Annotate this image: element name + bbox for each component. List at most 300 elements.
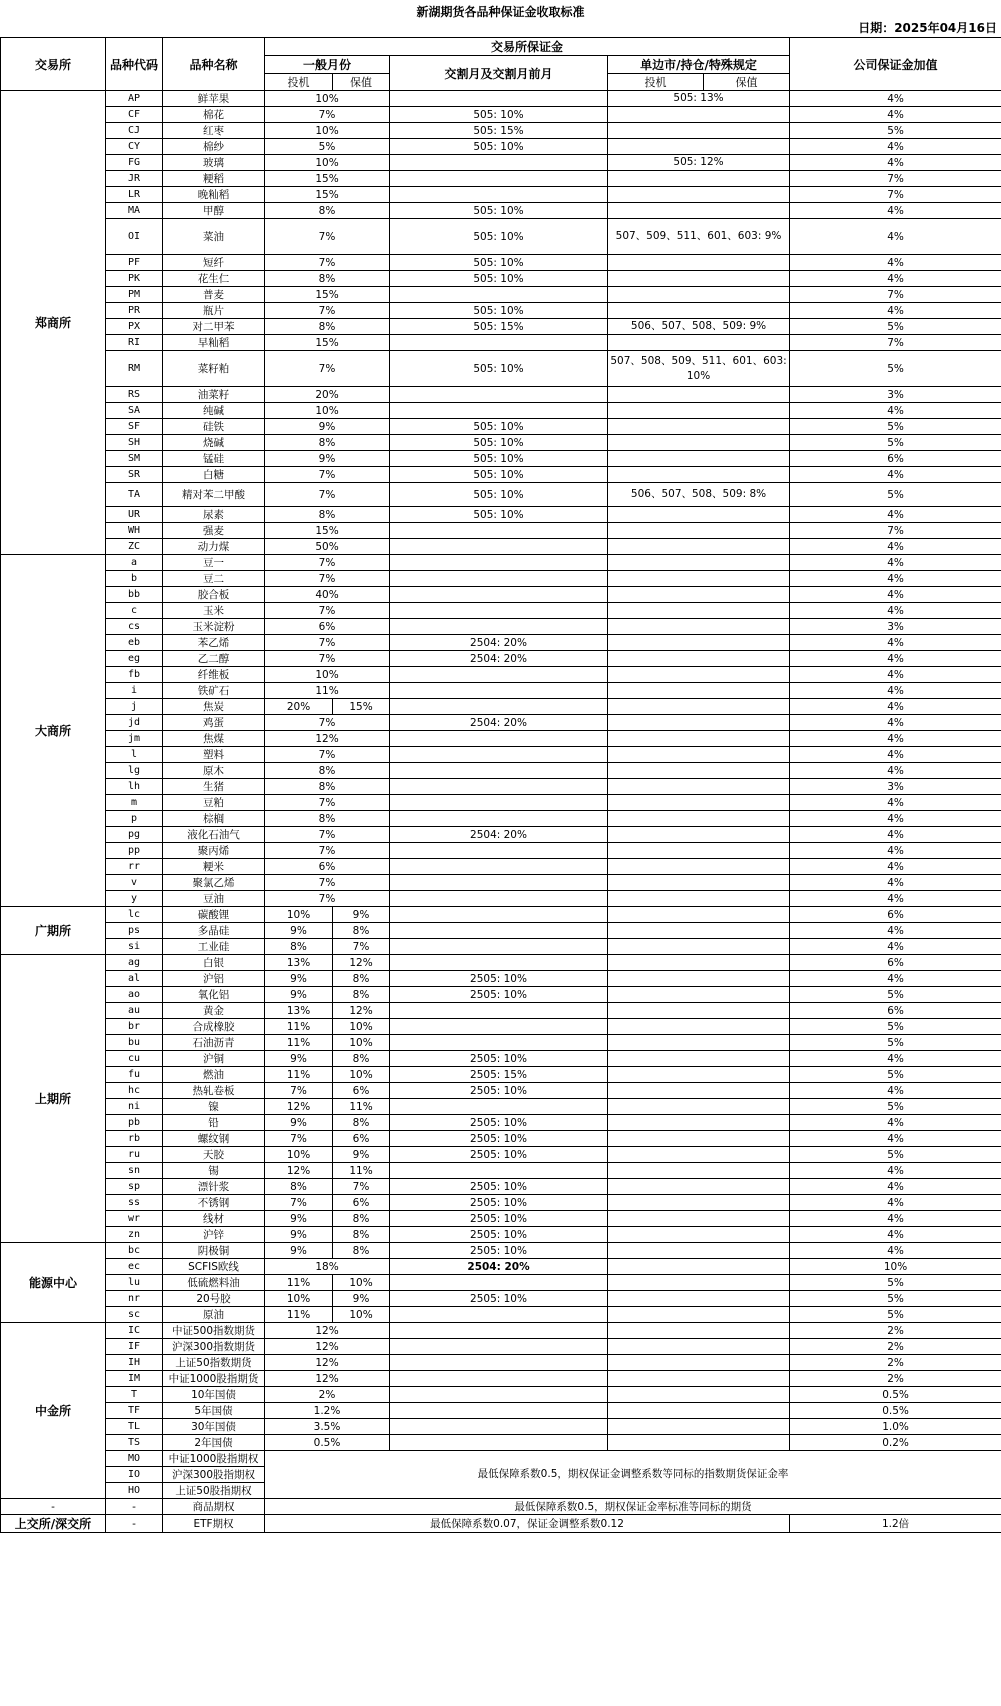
product-code: RI bbox=[106, 335, 163, 351]
general-spec-margin: 11% bbox=[265, 1067, 333, 1083]
product-code: T bbox=[106, 1387, 163, 1403]
product-code: ni bbox=[106, 1099, 163, 1115]
single-side-margin bbox=[608, 1323, 790, 1339]
delivery-month-margin: 2505: 10% bbox=[390, 1083, 608, 1099]
company-add-margin: 3% bbox=[790, 779, 1001, 795]
general-margin: 1.2% bbox=[265, 1403, 390, 1419]
company-add-margin: 4% bbox=[790, 1115, 1001, 1131]
delivery-month-margin bbox=[390, 1163, 608, 1179]
general-spec-margin: 11% bbox=[265, 1019, 333, 1035]
single-side-margin bbox=[608, 523, 790, 539]
product-code: IH bbox=[106, 1355, 163, 1371]
company-add-margin: 4% bbox=[790, 1243, 1001, 1259]
product-code: pg bbox=[106, 827, 163, 843]
table-row bbox=[1, 1099, 1001, 1115]
delivery-month-margin: 505: 10% bbox=[390, 139, 608, 155]
table-row bbox=[1, 467, 1001, 483]
company-add-margin: 7% bbox=[790, 287, 1001, 303]
product-code: ss bbox=[106, 1195, 163, 1211]
delivery-month-margin bbox=[390, 1323, 608, 1339]
general-margin: 8% bbox=[265, 763, 390, 779]
single-side-margin bbox=[608, 587, 790, 603]
company-add-margin: 5% bbox=[790, 123, 1001, 139]
single-side-margin bbox=[608, 731, 790, 747]
single-side-margin bbox=[608, 303, 790, 319]
table-row bbox=[1, 107, 1001, 123]
product-code: PM bbox=[106, 287, 163, 303]
company-add-margin: 5% bbox=[790, 419, 1001, 435]
product-name: 焦煤 bbox=[163, 731, 265, 747]
product-code: RS bbox=[106, 387, 163, 403]
delivery-month-margin bbox=[390, 1339, 608, 1355]
delivery-month-margin bbox=[390, 403, 608, 419]
general-spec-margin: 9% bbox=[265, 1115, 333, 1131]
company-add-margin: 4% bbox=[790, 763, 1001, 779]
product-name: 锡 bbox=[163, 1163, 265, 1179]
table-row bbox=[1, 271, 1001, 287]
general-spec-margin: 7% bbox=[265, 1195, 333, 1211]
product-name: 漂针浆 bbox=[163, 1179, 265, 1195]
product-name: 动力煤 bbox=[163, 539, 265, 555]
table-row bbox=[1, 91, 1001, 107]
single-side-margin bbox=[608, 203, 790, 219]
company-add-margin: 4% bbox=[790, 255, 1001, 271]
general-margin: 6% bbox=[265, 619, 390, 635]
company-add-margin: 7% bbox=[790, 187, 1001, 203]
product-code: bu bbox=[106, 1035, 163, 1051]
general-spec-margin: 9% bbox=[265, 971, 333, 987]
company-add-margin: 5% bbox=[790, 1035, 1001, 1051]
product-name: 豆一 bbox=[163, 555, 265, 571]
single-side-margin bbox=[608, 939, 790, 955]
delivery-month-margin: 505: 15% bbox=[390, 319, 608, 335]
product-name: 甲醇 bbox=[163, 203, 265, 219]
company-add-margin: 6% bbox=[790, 907, 1001, 923]
company-add-margin: 4% bbox=[790, 923, 1001, 939]
general-margin: 7% bbox=[265, 891, 390, 907]
general-hedge-margin: 15% bbox=[333, 699, 390, 715]
product-name: 乙二醇 bbox=[163, 651, 265, 667]
company-add-margin: 4% bbox=[790, 651, 1001, 667]
product-code: jm bbox=[106, 731, 163, 747]
product-code: i bbox=[106, 683, 163, 699]
single-side-margin bbox=[608, 763, 790, 779]
table-row bbox=[1, 635, 1001, 651]
product-name: 沪铜 bbox=[163, 1051, 265, 1067]
single-side-margin bbox=[608, 779, 790, 795]
general-hedge-margin: 11% bbox=[333, 1099, 390, 1115]
delivery-month-margin: 505: 10% bbox=[390, 507, 608, 523]
delivery-month-margin bbox=[390, 1035, 608, 1051]
delivery-month-margin bbox=[390, 779, 608, 795]
general-margin: 7% bbox=[265, 107, 390, 123]
general-margin: 40% bbox=[265, 587, 390, 603]
product-code: SR bbox=[106, 467, 163, 483]
delivery-month-margin: 2505: 10% bbox=[390, 971, 608, 987]
product-code: AP bbox=[106, 91, 163, 107]
company-add-margin: 5% bbox=[790, 1275, 1001, 1291]
delivery-month-margin bbox=[390, 91, 608, 107]
company-add-margin: 5% bbox=[790, 483, 1001, 507]
table-row bbox=[1, 483, 1001, 507]
product-name: 合成橡胶 bbox=[163, 1019, 265, 1035]
company-add-margin: 4% bbox=[790, 971, 1001, 987]
table-row bbox=[1, 123, 1001, 139]
product-code: lh bbox=[106, 779, 163, 795]
product-name: 豆粕 bbox=[163, 795, 265, 811]
company-add-margin: 4% bbox=[790, 271, 1001, 287]
product-name: 苯乙烯 bbox=[163, 635, 265, 651]
exchange-name: 能源中心 bbox=[1, 1243, 106, 1323]
table-row bbox=[1, 699, 1001, 715]
table-row bbox=[1, 747, 1001, 763]
table-row bbox=[1, 1371, 1001, 1387]
table-row bbox=[1, 827, 1001, 843]
table-row bbox=[1, 1035, 1001, 1051]
header-company-add: 公司保证金加值 bbox=[790, 38, 1001, 91]
product-name: ETF期权 bbox=[163, 1515, 265, 1533]
single-side-margin bbox=[608, 1227, 790, 1243]
product-code: j bbox=[106, 699, 163, 715]
company-add-margin: 4% bbox=[790, 859, 1001, 875]
product-code: m bbox=[106, 795, 163, 811]
general-margin: 11% bbox=[265, 683, 390, 699]
delivery-month-margin: 505: 10% bbox=[390, 255, 608, 271]
exchange-name: 广期所 bbox=[1, 907, 106, 955]
product-code: PK bbox=[106, 271, 163, 287]
single-side-margin bbox=[608, 255, 790, 271]
product-name: 沪铝 bbox=[163, 971, 265, 987]
general-hedge-margin: 7% bbox=[333, 1179, 390, 1195]
general-margin: 7% bbox=[265, 875, 390, 891]
general-margin: 6% bbox=[265, 859, 390, 875]
single-side-margin: 505: 12% bbox=[608, 155, 790, 171]
company-add-margin: 0.5% bbox=[790, 1387, 1001, 1403]
table-row bbox=[1, 451, 1001, 467]
general-margin: 2% bbox=[265, 1387, 390, 1403]
product-name: 豆油 bbox=[163, 891, 265, 907]
company-add-margin: 4% bbox=[790, 1163, 1001, 1179]
single-side-margin bbox=[608, 1051, 790, 1067]
company-add-margin: 4% bbox=[790, 747, 1001, 763]
delivery-month-margin bbox=[390, 171, 608, 187]
single-side-margin bbox=[608, 1131, 790, 1147]
product-name: 硅铁 bbox=[163, 419, 265, 435]
single-side-margin bbox=[608, 187, 790, 203]
table-row bbox=[1, 683, 1001, 699]
table-row bbox=[1, 351, 1001, 387]
product-code: bb bbox=[106, 587, 163, 603]
general-spec-margin: 9% bbox=[265, 1243, 333, 1259]
general-spec-margin: 11% bbox=[265, 1307, 333, 1323]
general-margin: 5% bbox=[265, 139, 390, 155]
product-name: 热轧卷板 bbox=[163, 1083, 265, 1099]
single-side-margin bbox=[608, 1083, 790, 1099]
general-hedge-margin: 9% bbox=[333, 1147, 390, 1163]
table-row bbox=[1, 507, 1001, 523]
company-add-margin: 4% bbox=[790, 467, 1001, 483]
delivery-month-margin bbox=[390, 667, 608, 683]
company-add-margin: 4% bbox=[790, 139, 1001, 155]
table-row bbox=[1, 779, 1001, 795]
delivery-month-margin: 2505: 10% bbox=[390, 987, 608, 1003]
product-code: ru bbox=[106, 1147, 163, 1163]
product-code: SH bbox=[106, 435, 163, 451]
general-margin: 8% bbox=[265, 271, 390, 287]
table-row bbox=[1, 763, 1001, 779]
delivery-month-margin: 505: 10% bbox=[390, 435, 608, 451]
product-code: y bbox=[106, 891, 163, 907]
delivery-month-margin bbox=[390, 923, 608, 939]
single-side-margin: 507、509、511、601、603: 9% bbox=[608, 219, 790, 255]
delivery-month-margin bbox=[390, 539, 608, 555]
company-add-margin: 4% bbox=[790, 795, 1001, 811]
product-code: LR bbox=[106, 187, 163, 203]
product-name: 对二甲苯 bbox=[163, 319, 265, 335]
table-row bbox=[1, 1275, 1001, 1291]
table-row bbox=[1, 187, 1001, 203]
company-add-margin: 5% bbox=[790, 351, 1001, 387]
general-spec-margin: 11% bbox=[265, 1275, 333, 1291]
delivery-month-margin bbox=[390, 811, 608, 827]
product-name: 不锈钢 bbox=[163, 1195, 265, 1211]
company-add-margin: 5% bbox=[790, 1291, 1001, 1307]
general-hedge-margin: 8% bbox=[333, 1243, 390, 1259]
single-side-margin bbox=[608, 1243, 790, 1259]
table-row bbox=[1, 1403, 1001, 1419]
company-add-margin: 5% bbox=[790, 987, 1001, 1003]
product-code: FG bbox=[106, 155, 163, 171]
product-code: MA bbox=[106, 203, 163, 219]
product-code: zn bbox=[106, 1227, 163, 1243]
company-add-margin: 3% bbox=[790, 387, 1001, 403]
general-hedge-margin: 10% bbox=[333, 1019, 390, 1035]
general-margin: 10% bbox=[265, 91, 390, 107]
general-margin: 7% bbox=[265, 635, 390, 651]
company-add-margin: 4% bbox=[790, 811, 1001, 827]
single-side-margin bbox=[608, 507, 790, 523]
general-margin: 7% bbox=[265, 483, 390, 507]
table-row bbox=[1, 1339, 1001, 1355]
general-hedge-margin: 12% bbox=[333, 955, 390, 971]
product-name: 液化石油气 bbox=[163, 827, 265, 843]
general-spec-margin: 9% bbox=[265, 923, 333, 939]
product-code: - bbox=[106, 1499, 163, 1515]
product-code: pb bbox=[106, 1115, 163, 1131]
company-add-margin: 1.0% bbox=[790, 1419, 1001, 1435]
product-name: 瓶片 bbox=[163, 303, 265, 319]
general-spec-margin: 13% bbox=[265, 955, 333, 971]
general-hedge-margin: 7% bbox=[333, 939, 390, 955]
product-name: 锰硅 bbox=[163, 451, 265, 467]
table-row bbox=[1, 859, 1001, 875]
delivery-month-margin bbox=[390, 683, 608, 699]
options-note: 最低保障系数0.5，期权保证金调整系数等同标的指数期货保证金率 bbox=[265, 1451, 1001, 1499]
header-name: 品种名称 bbox=[163, 38, 265, 91]
general-margin: 10% bbox=[265, 155, 390, 171]
delivery-month-margin bbox=[390, 875, 608, 891]
product-code: l bbox=[106, 747, 163, 763]
table-row bbox=[1, 319, 1001, 335]
delivery-month-margin: 2505: 10% bbox=[390, 1051, 608, 1067]
product-name: 石油沥青 bbox=[163, 1035, 265, 1051]
delivery-month-margin: 2505: 10% bbox=[390, 1291, 608, 1307]
single-side-margin bbox=[608, 107, 790, 123]
general-margin: 12% bbox=[265, 1355, 390, 1371]
company-add-margin: 4% bbox=[790, 1227, 1001, 1243]
delivery-month-margin: 2504: 20% bbox=[390, 651, 608, 667]
delivery-month-margin bbox=[390, 891, 608, 907]
delivery-month-margin bbox=[390, 731, 608, 747]
product-code: lg bbox=[106, 763, 163, 779]
table-row bbox=[1, 1515, 1001, 1533]
table-row bbox=[1, 907, 1001, 923]
product-name: 原油 bbox=[163, 1307, 265, 1323]
table-row bbox=[1, 875, 1001, 891]
general-margin: 7% bbox=[265, 603, 390, 619]
delivery-month-margin: 505: 10% bbox=[390, 203, 608, 219]
product-name: 上证50股指期权 bbox=[163, 1483, 265, 1499]
delivery-month-margin bbox=[390, 859, 608, 875]
single-side-margin bbox=[608, 859, 790, 875]
header-code: 品种代码 bbox=[106, 38, 163, 91]
single-side-margin bbox=[608, 987, 790, 1003]
delivery-month-margin: 2504: 20% bbox=[390, 827, 608, 843]
table-row bbox=[1, 171, 1001, 187]
single-side-margin bbox=[608, 335, 790, 351]
product-name: 棉花 bbox=[163, 107, 265, 123]
single-side-margin bbox=[608, 387, 790, 403]
product-name: 粳米 bbox=[163, 859, 265, 875]
table-row bbox=[1, 403, 1001, 419]
product-code: eg bbox=[106, 651, 163, 667]
product-name: 豆二 bbox=[163, 571, 265, 587]
product-code: TA bbox=[106, 483, 163, 507]
product-name: 30年国债 bbox=[163, 1419, 265, 1435]
company-add-margin: 4% bbox=[790, 827, 1001, 843]
product-name: 氧化铝 bbox=[163, 987, 265, 1003]
general-spec-margin: 10% bbox=[265, 1147, 333, 1163]
product-code: p bbox=[106, 811, 163, 827]
company-add-margin: 2% bbox=[790, 1323, 1001, 1339]
product-code: WH bbox=[106, 523, 163, 539]
company-add-margin: 4% bbox=[790, 939, 1001, 955]
delivery-month-margin bbox=[390, 571, 608, 587]
general-spec-margin: 7% bbox=[265, 1083, 333, 1099]
company-add-margin: 0.5% bbox=[790, 1403, 1001, 1419]
single-side-margin bbox=[608, 555, 790, 571]
product-code: PR bbox=[106, 303, 163, 319]
table-row bbox=[1, 1419, 1001, 1435]
single-side-margin bbox=[608, 827, 790, 843]
general-margin: 8% bbox=[265, 507, 390, 523]
company-add-margin: 4% bbox=[790, 635, 1001, 651]
table-row bbox=[1, 1147, 1001, 1163]
product-code: jd bbox=[106, 715, 163, 731]
delivery-month-margin bbox=[390, 1003, 608, 1019]
delivery-month-margin: 2504: 20% bbox=[390, 715, 608, 731]
product-code: a bbox=[106, 555, 163, 571]
delivery-month-margin bbox=[390, 763, 608, 779]
general-margin: 20% bbox=[265, 387, 390, 403]
table-row bbox=[1, 795, 1001, 811]
general-margin: 15% bbox=[265, 187, 390, 203]
delivery-month-margin bbox=[390, 587, 608, 603]
single-side-margin bbox=[608, 795, 790, 811]
table-row bbox=[1, 667, 1001, 683]
single-side-margin bbox=[608, 1099, 790, 1115]
delivery-month-margin: 505: 10% bbox=[390, 483, 608, 507]
product-code: al bbox=[106, 971, 163, 987]
product-code: lc bbox=[106, 907, 163, 923]
company-add-margin: 4% bbox=[790, 1195, 1001, 1211]
general-margin: 15% bbox=[265, 287, 390, 303]
table-row bbox=[1, 923, 1001, 939]
delivery-month-margin: 2505: 10% bbox=[390, 1131, 608, 1147]
delivery-month-margin bbox=[390, 1355, 608, 1371]
company-add-margin: 4% bbox=[790, 731, 1001, 747]
general-spec-margin: 20% bbox=[265, 699, 333, 715]
delivery-month-margin bbox=[390, 1371, 608, 1387]
product-name: 鲜苹果 bbox=[163, 91, 265, 107]
delivery-month-margin bbox=[390, 1435, 608, 1451]
company-add-margin: 5% bbox=[790, 1067, 1001, 1083]
single-side-margin bbox=[608, 1195, 790, 1211]
product-name: 上证50指数期货 bbox=[163, 1355, 265, 1371]
company-add-margin: 4% bbox=[790, 667, 1001, 683]
product-code: c bbox=[106, 603, 163, 619]
table-row bbox=[1, 539, 1001, 555]
product-code: wr bbox=[106, 1211, 163, 1227]
single-side-margin bbox=[608, 1211, 790, 1227]
single-side-margin bbox=[608, 467, 790, 483]
single-side-margin bbox=[608, 1435, 790, 1451]
exchange-name: 上交所/深交所 bbox=[1, 1515, 106, 1533]
general-margin: 7% bbox=[265, 715, 390, 731]
single-side-margin bbox=[608, 139, 790, 155]
table-row bbox=[1, 971, 1001, 987]
product-code: RM bbox=[106, 351, 163, 387]
product-name: 晚籼稻 bbox=[163, 187, 265, 203]
product-name: 烧碱 bbox=[163, 435, 265, 451]
delivery-month-margin bbox=[390, 843, 608, 859]
single-side-margin bbox=[608, 843, 790, 859]
delivery-month-margin bbox=[390, 1019, 608, 1035]
table-row bbox=[1, 419, 1001, 435]
company-add-margin: 4% bbox=[790, 155, 1001, 171]
table-row bbox=[1, 1387, 1001, 1403]
delivery-month-margin: 2505: 10% bbox=[390, 1115, 608, 1131]
header-exchange-margin: 交易所保证金 bbox=[265, 38, 790, 56]
delivery-month-margin bbox=[390, 699, 608, 715]
general-spec-margin: 9% bbox=[265, 1227, 333, 1243]
general-hedge-margin: 8% bbox=[333, 1051, 390, 1067]
delivery-month-margin bbox=[390, 939, 608, 955]
table-row bbox=[1, 1435, 1001, 1451]
delivery-month-margin bbox=[390, 747, 608, 763]
table-row bbox=[1, 1083, 1001, 1099]
product-code: pp bbox=[106, 843, 163, 859]
general-margin: 7% bbox=[265, 351, 390, 387]
header-general-month: 一般月份 bbox=[265, 56, 390, 74]
product-code: ec bbox=[106, 1259, 163, 1275]
product-code: IO bbox=[106, 1467, 163, 1483]
product-name: 工业硅 bbox=[163, 939, 265, 955]
company-add-margin: 4% bbox=[790, 555, 1001, 571]
exchange-name: 大商所 bbox=[1, 555, 106, 907]
general-margin: 7% bbox=[265, 795, 390, 811]
single-side-margin bbox=[608, 1307, 790, 1323]
